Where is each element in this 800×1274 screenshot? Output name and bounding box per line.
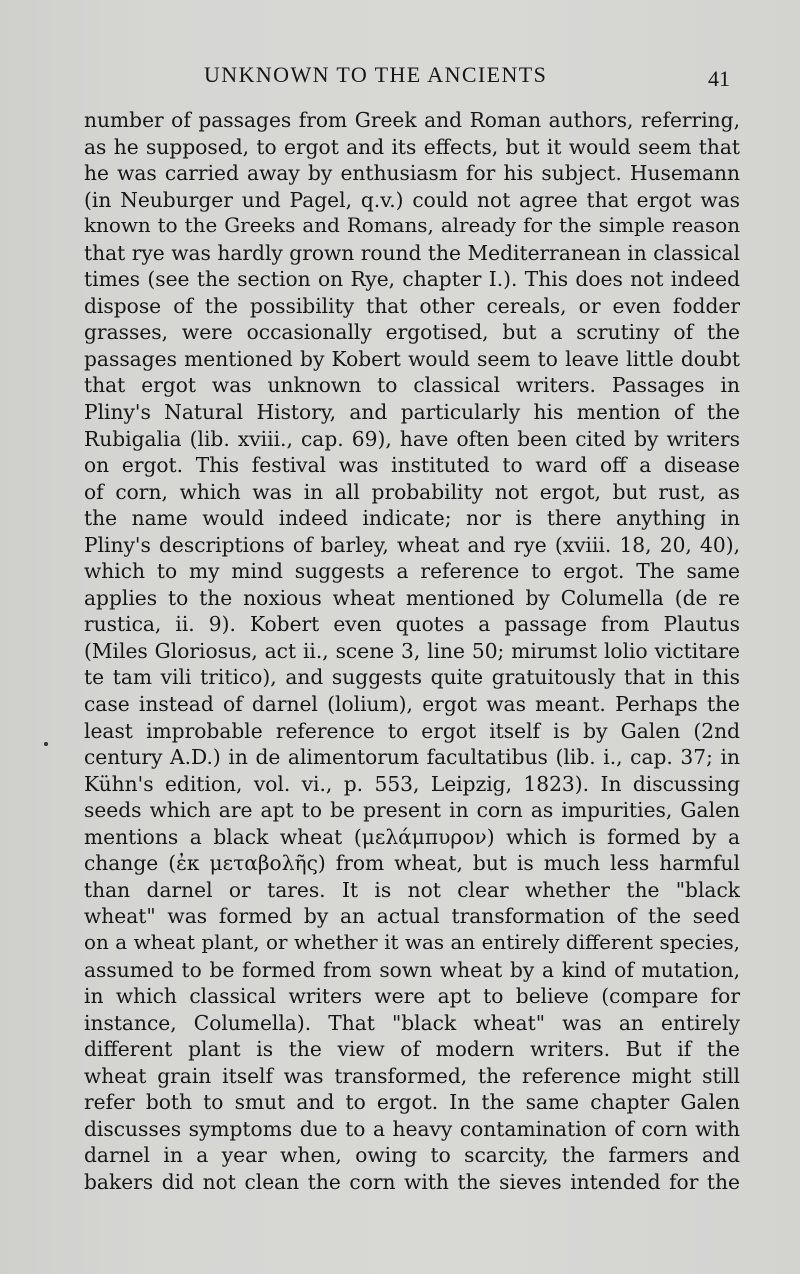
text-line: he was carried away by enthusiasm for his subject. Husemann xyxy=(84,161,740,186)
text-line: bakers did not clean the corn with the sieves intended for the xyxy=(84,1169,740,1194)
text-line: century A.D.) in de alimentorum facultatibus (lib. i., cap. 37; in xyxy=(84,745,740,770)
body-text xyxy=(84,107,740,1195)
text-line: of corn, which was in all probability not ergot, but rust, as xyxy=(84,479,740,504)
margin-mark xyxy=(44,742,48,746)
text-line: that ergot was unknown to classical writers. Passages in xyxy=(84,373,740,398)
text-line: passages mentioned by Kobert would seem to leave little doubt xyxy=(84,346,740,371)
text-line: that rye was hardly grown round the Mediterranean in classical xyxy=(84,240,740,265)
text-line: dispose of the possibility that other cereals, or even fodder xyxy=(84,293,740,318)
text-line: (in Neuburger und Pagel, q.v.) could not agree that ergot was xyxy=(84,187,740,212)
text-line: assumed to be formed from sown wheat by a kind of mutation, xyxy=(84,957,740,982)
text-line: in which classical writers were apt to believe (compare for xyxy=(84,984,740,1009)
text-line: change (ἐκ μεταβολῆς) from wheat, but is much less harmful xyxy=(84,851,740,876)
text-line: which to my mind suggests a reference to ergot. The same xyxy=(84,559,740,584)
text-line: grasses, were occasionally ergotised, but a scrutiny of the xyxy=(84,320,740,345)
text-line: wheat" was formed by an actual transformation of the seed xyxy=(84,904,740,929)
text-line: refer both to smut and to ergot. In the same chapter Galen xyxy=(84,1090,740,1115)
text-line: Rubigalia (lib. xviii., cap. 69), have often been cited by writers xyxy=(84,426,740,451)
text-line: different plant is the view of modern writers. But if the xyxy=(84,1037,740,1062)
text-line: Pliny's Natural History, and particularly his mention of the xyxy=(84,400,740,425)
text-line: known to the Greeks and Romans, already for the simple reason xyxy=(84,214,740,238)
text-line: number of passages from Greek and Roman authors, referring, xyxy=(84,108,740,132)
text-line: Kühn's edition, vol. vi., p. 553, Leipzig, 1823). In discussing xyxy=(84,771,740,796)
text-line: least improbable reference to ergot itself is by Galen (2nd xyxy=(84,718,740,743)
text-line: instance, Columella). That "black wheat" was an entirely xyxy=(84,1010,740,1035)
text-line: case instead of darnel (lolium), ergot was meant. Perhaps the xyxy=(84,692,740,717)
page-number: 41 xyxy=(708,66,730,91)
text-line: wheat grain itself was transformed, the reference might still xyxy=(84,1063,740,1088)
text-line: darnel in a year when, owing to scarcity, the farmers and xyxy=(84,1143,740,1168)
text-line: mentions a black wheat (μελάμπυρον) which is formed by a xyxy=(84,824,740,849)
text-line: applies to the noxious wheat mentioned by Columella (de re xyxy=(84,585,740,610)
text-line: than darnel or tares. It is not clear whether the "black xyxy=(84,877,740,902)
text-line: times (see the section on Rye, chapter I.). This does not indeed xyxy=(84,267,740,292)
text-line: on ergot. This festival was instituted to ward off a disease xyxy=(84,453,740,478)
text-line: te tam vili tritico), and suggests quite gratuitously that in this xyxy=(84,665,740,690)
text-line: Pliny's descriptions of barley, wheat and rye (xviii. 18, 20, 40), xyxy=(84,532,740,557)
text-line: rustica, ii. 9). Kobert even quotes a passage from Plautus xyxy=(84,612,740,637)
text-line: (Miles Gloriosus, act ii., scene 3, line 50; mirumst lolio victitare xyxy=(84,638,740,663)
running-head: UNKNOWN TO THE ANCIENTS xyxy=(204,62,548,87)
text-line: on a wheat plant, or whether it was an entirely different species, xyxy=(84,930,740,954)
text-line: discusses symptoms due to a heavy contamination of corn with xyxy=(84,1116,740,1141)
text-line: as he supposed, to ergot and its effects, but it would seem that xyxy=(84,134,740,159)
text-line: seeds which are apt to be present in corn as impurities, Galen xyxy=(84,798,740,823)
text-line: the name would indeed indicate; nor is there anything in xyxy=(84,506,740,531)
